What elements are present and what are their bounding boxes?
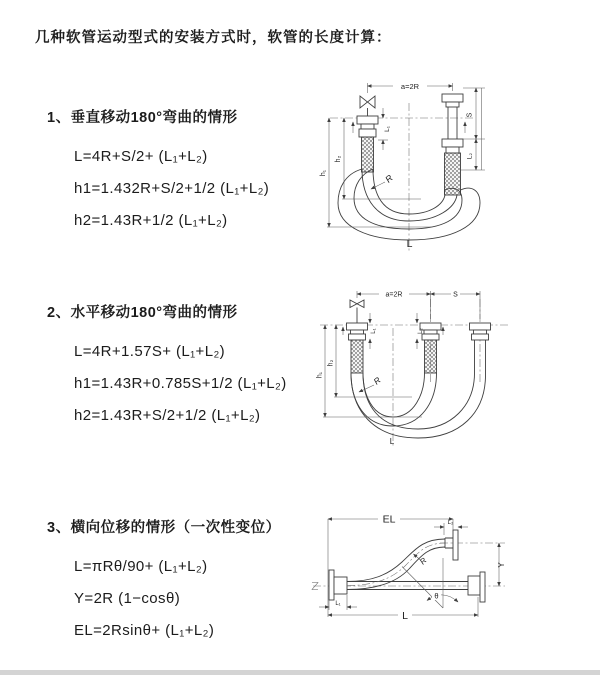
page-bottom-border [0, 670, 600, 675]
dim-a2r [357, 288, 431, 319]
braided-hose-section [351, 340, 363, 373]
radius-leader [414, 554, 429, 566]
dim-label-l2: L₂ [447, 520, 454, 526]
dim-label-l1: L₁ [335, 601, 341, 607]
dim-label-el: EL [382, 513, 396, 526]
dim-label-l2: L₂ [466, 152, 474, 160]
dim-label-a2r: a=2R [400, 82, 420, 91]
section-2-heading: 2、水平移动180°弯曲的情形 [47, 305, 238, 321]
dim-label-h2: h₂ [335, 155, 342, 163]
dim-label-s: S [466, 112, 474, 118]
dim-y [497, 543, 506, 586]
section-1-formulas [74, 140, 269, 236]
braided-hose-section [425, 340, 437, 373]
formula-h1: h1=1.43R+0.785S+1/2 (L₁+L₂) [74, 374, 287, 392]
straight-pipe [347, 572, 485, 602]
dim-label-l: L [389, 437, 395, 446]
section-3-heading: 3、横向位移的情形（一次性变位） [47, 520, 281, 536]
dim-s-l2 [461, 88, 485, 170]
right-hose-fitting [470, 323, 491, 340]
page-title: 几种软管运动型式的安装方式时，软管的长度计算： [35, 30, 392, 46]
dim-l [328, 597, 478, 622]
diagram-vertical-180-bend [305, 75, 590, 260]
dim-label-r: R [418, 556, 429, 567]
section-vertical-180 [47, 106, 269, 236]
formula-h2: h2=1.43R+1/2 (L₁+L₂) [74, 211, 228, 229]
section-3-formulas [74, 550, 281, 646]
dim-label-l1: L₁ [371, 328, 377, 334]
dim-l1 [319, 595, 357, 610]
section-2-formulas [74, 335, 287, 431]
left-hose-fitting [347, 323, 368, 373]
left-hose-fitting [357, 116, 378, 172]
right-hose-fitting [442, 94, 463, 195]
dim-l2 [434, 520, 468, 535]
diagram-horizontal-180-bend [310, 283, 598, 451]
dim-label-l2: L₂ [418, 328, 424, 334]
radius-leader [359, 375, 383, 392]
left-flange [329, 570, 347, 600]
section-horizontal-180 [47, 301, 287, 431]
diagram-lateral-displacement [300, 505, 600, 630]
dim-s [431, 288, 481, 319]
section-lateral-displacement [47, 516, 281, 646]
formula-Y: Y=2R (1−cosθ) [74, 589, 181, 607]
formula-L: L=4R+S/2+ (L₁+L₂) [74, 147, 208, 165]
valve-icon [360, 96, 375, 116]
formula-L: L=πRθ/90+ (L₁+L₂) [74, 557, 208, 575]
dim-l1 [378, 108, 391, 150]
dim-label-a2r: a=2R [385, 291, 403, 299]
formula-EL: EL=2Rsinθ+ (L₁+L₂) [74, 621, 215, 639]
dim-h2 [328, 325, 413, 397]
dim-label-r: R [383, 172, 395, 185]
dim-label-theta: θ [434, 591, 439, 601]
angle-theta [402, 558, 458, 608]
valve-icon [350, 300, 364, 323]
formula-h1: h1=1.432R+S/2+1/2 (L₁+L₂) [74, 179, 270, 197]
formula-h2: h2=1.43R+S/2+1/2 (L₁+L₂) [74, 406, 261, 424]
dim-label-r: R [371, 374, 383, 387]
upper-flange [445, 530, 458, 560]
dim-label-h1: h₁ [320, 169, 327, 177]
dim-l2 [417, 313, 424, 349]
formula-L: L=4R+1.57S+ (L₁+L₂) [74, 342, 226, 360]
dim-label-y: Y [497, 562, 506, 568]
dim-label-h1: h₁ [316, 371, 324, 379]
section-1-heading: 1、垂直移动180°弯曲的情形 [47, 110, 238, 126]
dim-label-h2: h₂ [327, 359, 335, 367]
dim-a2r [368, 80, 453, 93]
dim-label-s: S [453, 291, 458, 299]
dim-label-l: L [406, 238, 413, 250]
hose-u-bend [351, 340, 486, 438]
braided-hose-section [362, 137, 374, 172]
dim-h2 [335, 118, 421, 199]
dim-label-l: L [402, 610, 408, 622]
dim-label-l1: L₁ [384, 126, 391, 132]
dim-l1 [370, 313, 377, 349]
